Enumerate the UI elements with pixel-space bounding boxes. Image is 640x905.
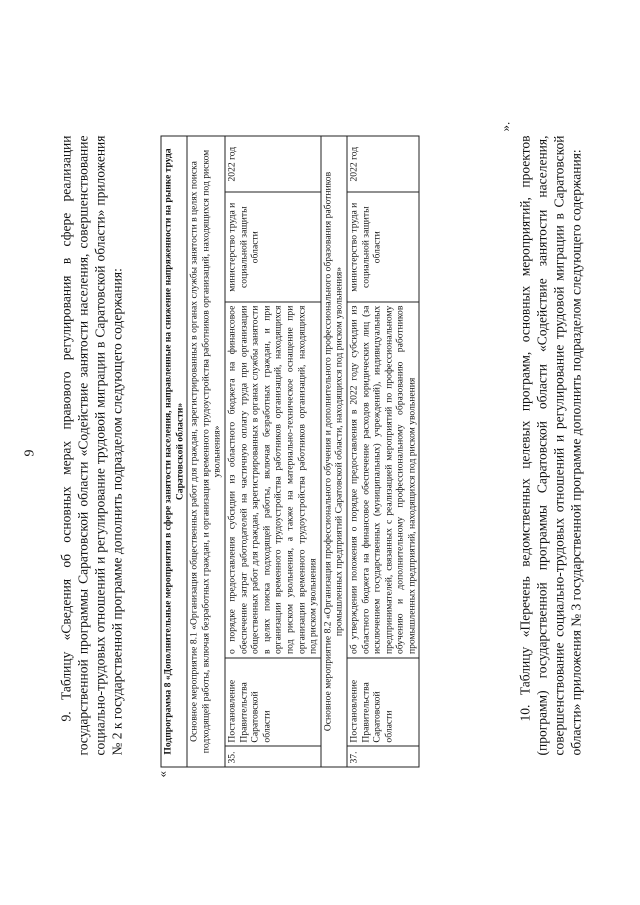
page-number: 9 — [22, 449, 37, 456]
measure-row — [320, 136, 346, 767]
regulation-table — [160, 135, 419, 767]
measure-8-2-title: Основное мероприятие 8.2 «Организация профессионального обучения и дополнительного профессионального образования работников промышленных предприятий Саратовской области, находящихся под риском увольнения» — [320, 136, 346, 767]
responsible-executor: министерство труда и социальной защиты области — [346, 192, 419, 302]
table-row — [346, 136, 419, 767]
paragraph-9 — [57, 135, 125, 755]
adoption-year: 2022 год — [346, 136, 419, 192]
row-number: 37. — [346, 746, 419, 767]
adoption-year: 2022 год — [224, 136, 320, 192]
paragraph-10 — [516, 135, 584, 755]
opening-quote: « — [154, 770, 169, 777]
closing-quote: ». — [497, 121, 512, 131]
act-type: Постановление Правительства Саратовской области — [224, 657, 320, 746]
measure-8-1-title: Основное мероприятие 8.1 «Организация общественных работ для граждан, зарегистрированных в органах службы занятости в целях поиска подходящей работы, включая безработных граждан, и организация временного трудоустройства работников организаций, находящихся под риском увольнения» — [187, 136, 225, 767]
responsible-executor: министерство труда и социальной защиты области — [224, 192, 320, 302]
table-row — [224, 136, 320, 767]
act-type: Постановление Правительства Саратовской области — [346, 657, 419, 746]
measure-row — [187, 136, 225, 767]
paragraph-10-text: 10. Таблицу «Перечень ведомственных целевых программ, основных мероприятий, проектов (программ) государственной программы Саратовской области «Содействие занятости населения, совершенствование социально-трудовых отношений и регулирование трудовой миграции в Саратовской области» приложения № 3 государственной программе дополнить подразделом следующего содержания: — [517, 135, 583, 755]
act-description: об утверждении положения о порядке предоставления в 2022 году субсидии из областного бюджета на финансовое обеспечение расходов юридических лиц (за исключением государственных (муниципальных) учреждений), индивидуальных предпринимателей, связанных с реализацией мероприятий по профессиональному обучению и дополнительному профессиональному образованию работников промышленных предприятий, находящихся под риском увольнения — [346, 302, 419, 657]
paragraph-9-text: 9. Таблицу «Сведения об основных мерах правового регулирования в сфере реализации государственной программы Саратовской области «Содействие занятости населения, совершенствование социально-трудовых отношений и регулирование трудовой миграции в Саратовской области» приложения № 2 к государственной программе дополнить подразделом следующего содержания: — [58, 135, 124, 755]
row-number: 35. — [224, 746, 320, 767]
subprogram-row — [161, 136, 187, 767]
subprogram-title: Подпрограмма 8 «Дополнительные мероприятия в сфере занятости населения, направленные на снижение напряженности на рынке труда Саратовской области» — [161, 136, 187, 767]
act-description: о порядке предоставления субсидии из областного бюджета на финансовое обеспечение затрат работодателей на частичную оплату труда при организации общественных работ для граждан, зарегистрированных в органах службы занятости в целях поиска подходящей работы, включая безработных граждан, и при организации временного трудоустройства работников организаций, находящихся под риском увольнения, а также на материально-техническое оснащение при организации временного трудоустройства работников организаций, находящихся под риском увольнения — [224, 302, 320, 657]
